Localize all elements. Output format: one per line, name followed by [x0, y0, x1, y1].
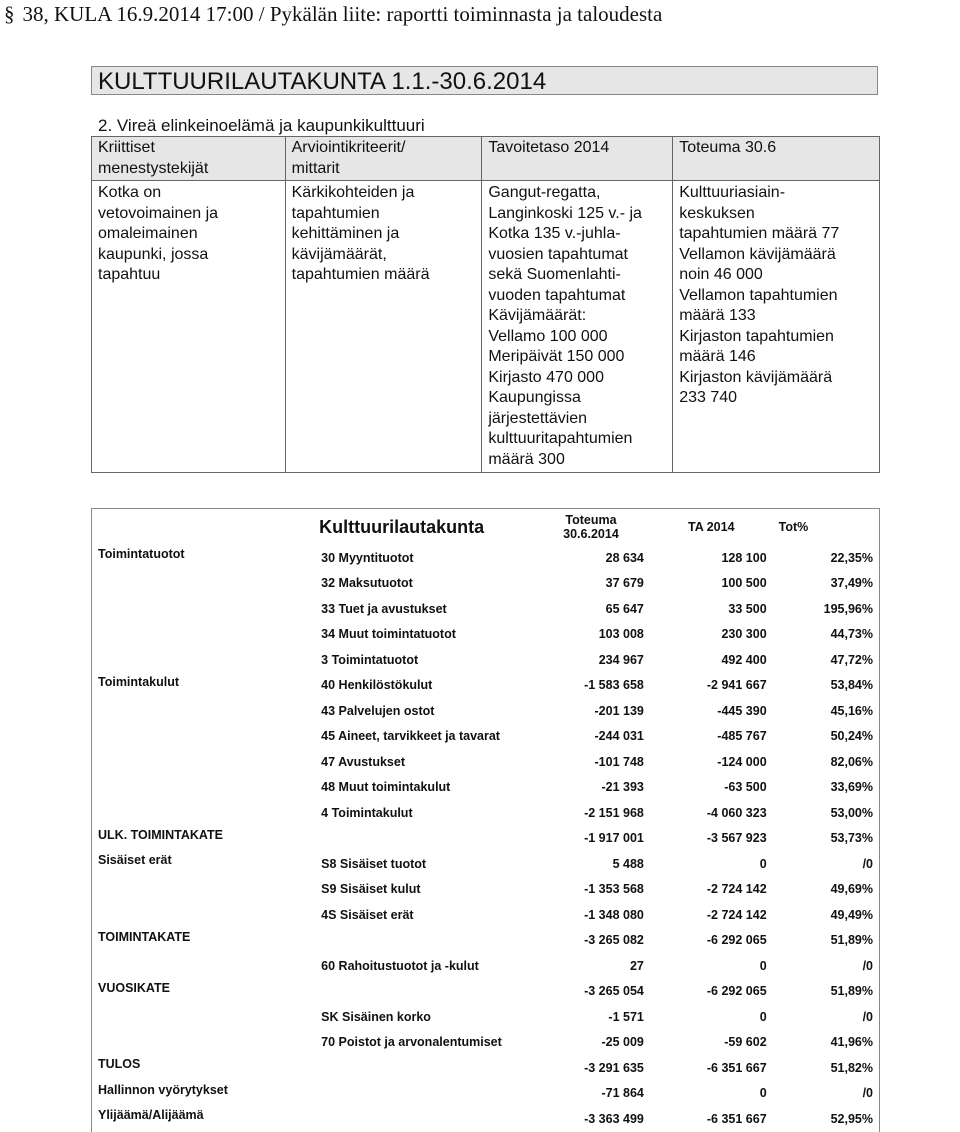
criteria-cell-metrics: [285, 181, 482, 473]
cell-line: Kotka on: [98, 184, 162, 201]
finance-toteuma: -1 348 080: [584, 907, 644, 922]
finance-toteuma: 103 008: [598, 627, 644, 642]
finance-category: VUOSIKATE: [98, 980, 170, 995]
section-mark: §: [4, 2, 15, 26]
finance-tot-pct: 195,96%: [823, 601, 873, 616]
finance-ta: -6 292 065: [706, 984, 767, 999]
finance-ta: 0: [759, 1086, 767, 1101]
finance-category: ULK. TOIMINTAKATE: [98, 827, 223, 842]
finance-toteuma: -3 265 054: [584, 984, 644, 999]
cell-line: vuosien tapahtumat: [488, 245, 628, 263]
finance-tot-pct: 44,73%: [830, 627, 873, 642]
finance-tot-pct: 51,89%: [830, 933, 873, 948]
cell-line: keskuksen: [679, 204, 755, 222]
finance-ta: 100 500: [721, 576, 767, 591]
finance-item: 33 Tuet ja avustukset: [321, 601, 447, 616]
cell-line: järjestettävien: [488, 409, 588, 427]
finance-ta: -6 351 667: [706, 1111, 767, 1126]
criteria-header-cell: [285, 137, 482, 181]
finance-ta: -124 000: [717, 754, 767, 769]
cell-line: Kulttuuriasiain-: [679, 184, 786, 201]
finance-category: [92, 953, 314, 979]
finance-category: [92, 698, 314, 724]
finance-toteuma: 27: [629, 958, 644, 973]
finance-item: 32 Maksutuotot: [321, 576, 413, 591]
finance-row: [92, 622, 880, 648]
finance-ta: -2 941 667: [706, 678, 767, 693]
finance-item: [313, 1055, 532, 1081]
header-line: Toteuma 30.6: [679, 139, 777, 156]
cell-line: tapahtumien: [291, 204, 380, 222]
finance-tot-pct: 47,72%: [830, 652, 873, 667]
finance-toteuma: 234 967: [598, 652, 644, 667]
finance-row: [92, 800, 880, 826]
finance-header-spacer: [92, 509, 314, 546]
finance-toteuma: 28 634: [605, 550, 644, 565]
cell-line: Kärkikohteiden ja: [291, 184, 415, 201]
finance-row: [92, 1081, 880, 1107]
criteria-header-cell: [673, 137, 880, 181]
criteria-cell-success-factors: [92, 181, 286, 473]
finance-item: 4S Sisäiset erät: [321, 907, 414, 922]
finance-item: 4 Toimintakulut: [321, 805, 413, 820]
finance-ta: -6 351 667: [706, 1060, 767, 1075]
finance-ta: -3 567 923: [706, 831, 767, 846]
cell-line: määrä 300: [488, 450, 565, 468]
header-line: Kriittiset: [98, 139, 155, 156]
finance-category: Sisäiset erät: [98, 853, 172, 867]
finance-ta: 492 400: [721, 652, 767, 667]
finance-tot-pct: 53,84%: [830, 678, 873, 693]
cell-line: kaupunki, jossa: [98, 245, 209, 263]
col-header-toteuma-line1: Toteuma: [565, 513, 617, 527]
finance-tot-pct: 82,06%: [830, 754, 873, 769]
finance-ta: -2 724 142: [706, 907, 767, 922]
criteria-body-row: [92, 181, 880, 473]
finance-ta: -4 060 323: [706, 805, 767, 820]
finance-row: [92, 1030, 880, 1056]
finance-item: [313, 979, 532, 1005]
criteria-cell-actual: [673, 181, 880, 473]
finance-ta: -2 724 142: [706, 882, 767, 897]
criteria-cell-target: [482, 181, 673, 473]
finance-item: 34 Muut toimintatuotot: [321, 627, 456, 642]
finance-row: [92, 979, 880, 1005]
finance-item: [313, 1081, 532, 1107]
cell-line: Kotka 135 v.-juhla-: [488, 225, 621, 242]
finance-tot-pct: 41,96%: [830, 1035, 873, 1050]
finance-ta: -485 767: [717, 729, 767, 744]
finance-toteuma: 37 679: [605, 576, 644, 591]
finance-row: [92, 953, 880, 979]
finance-row: [92, 1106, 880, 1132]
finance-row: [92, 724, 880, 750]
finance-ta: -63 500: [724, 780, 767, 795]
finance-ta: 230 300: [721, 627, 767, 642]
finance-tot-pct: 37,49%: [830, 576, 873, 591]
finance-toteuma: -201 139: [594, 703, 644, 718]
finance-item: 40 Henkilöstökulut: [321, 678, 433, 693]
finance-item: 70 Poistot ja arvonalentumiset: [321, 1035, 502, 1050]
finance-item: [313, 826, 532, 852]
finance-ta: 0: [759, 958, 767, 973]
cell-line: kävijämäärät,: [291, 245, 387, 263]
finance-category: [92, 724, 314, 750]
finance-toteuma: -3 363 499: [584, 1111, 644, 1126]
finance-category: Hallinnon vyörytykset: [98, 1082, 228, 1097]
finance-tot-pct: 51,89%: [830, 984, 873, 999]
finance-row: [92, 673, 880, 699]
finance-row: [92, 698, 880, 724]
finance-tot-pct: 22,35%: [830, 550, 873, 565]
finance-ta: 33 500: [728, 601, 767, 616]
board-title: KULTTUURILAUTAKUNTA 1.1.-30.6.2014: [98, 68, 547, 95]
finance-category: [92, 749, 314, 775]
finance-title: Kulttuurilautakunta: [319, 516, 485, 537]
cell-line: Kaupungissa: [488, 389, 581, 406]
cell-line: tapahtuu: [98, 266, 161, 283]
finance-tot-pct: 45,16%: [830, 703, 873, 718]
finance-row: [92, 851, 880, 877]
cell-line: tapahtumien määrä: [291, 266, 430, 283]
cell-line: 233 740: [679, 389, 738, 406]
cell-line: Kirjasto 470 000: [488, 368, 604, 386]
finance-category: [92, 902, 314, 928]
cell-line: Kävijämäärät:: [488, 307, 587, 324]
criteria-table: [91, 136, 880, 473]
finance-item: 43 Palvelujen ostot: [321, 703, 435, 718]
finance-row: [92, 1055, 880, 1081]
finance-row: [92, 749, 880, 775]
finance-toteuma: 65 647: [605, 601, 644, 616]
board-title-box: [91, 66, 878, 95]
finance-toteuma: -1 571: [608, 1009, 644, 1024]
finance-category: [92, 800, 314, 826]
page-header: [4, 2, 662, 27]
finance-row: [92, 596, 880, 622]
finance-category: Ylijäämä/Alijäämä: [98, 1108, 204, 1122]
finance-toteuma: -101 748: [594, 754, 644, 769]
finance-toteuma: -3 291 635: [584, 1060, 644, 1075]
finance-category: [92, 596, 314, 622]
goal-title: 2. Vireä elinkeinoelämä ja kaupunkikulttuuri: [98, 116, 425, 135]
finance-category: [92, 1030, 314, 1056]
header-line: menestystekijät: [98, 159, 209, 177]
finance-tot-pct: 53,00%: [830, 805, 873, 820]
finance-row: [92, 902, 880, 928]
criteria-header-cell: [92, 137, 286, 181]
cell-line: omaleimainen: [98, 225, 198, 242]
cell-line: Kirjaston kävijämäärä: [679, 368, 833, 386]
finance-category: [92, 647, 314, 673]
finance-tot-pct: 50,24%: [830, 729, 873, 744]
finance-tot-pct: 33,69%: [830, 780, 873, 795]
cell-line: määrä 146: [679, 348, 756, 365]
finance-row: [92, 1004, 880, 1030]
finance-tot-pct: /0: [862, 1086, 873, 1101]
finance-toteuma: -3 265 082: [584, 933, 644, 948]
finance-item: 60 Rahoitustuotot ja -kulut: [321, 958, 479, 973]
finance-row: [92, 877, 880, 903]
finance-ta: -59 602: [724, 1035, 767, 1050]
finance-category: TOIMINTAKATE: [98, 929, 191, 944]
cell-line: määrä 133: [679, 307, 756, 324]
finance-ta: -445 390: [717, 703, 767, 718]
finance-item: 30 Myyntituotot: [321, 550, 414, 565]
finance-ta: 0: [759, 856, 767, 871]
finance-category: Toimintakulut: [98, 674, 180, 689]
finance-row: [92, 545, 880, 571]
cell-line: Vellamon kävijämäärä: [679, 245, 836, 263]
finance-category: [92, 1004, 314, 1030]
finance-toteuma: -1 917 001: [584, 831, 644, 846]
finance-category: [92, 775, 314, 801]
criteria-header-row: [92, 137, 880, 181]
finance-tot-pct: 49,69%: [830, 882, 873, 897]
finance-toteuma: -71 864: [601, 1086, 644, 1101]
cell-line: kehittäminen ja: [291, 225, 400, 242]
finance-row: [92, 928, 880, 954]
col-header-toteuma: [532, 509, 650, 546]
finance-tot-pct: 53,73%: [830, 831, 873, 846]
header-line: Arviointikriteerit/: [291, 139, 406, 156]
finance-category: [92, 622, 314, 648]
finance-toteuma: -2 151 968: [584, 805, 644, 820]
finance-item: S9 Sisäiset kulut: [321, 882, 421, 897]
finance-tot-pct: 51,82%: [830, 1060, 873, 1075]
finance-title-cell: [313, 509, 532, 546]
finance-ta: 0: [759, 1009, 767, 1024]
cell-line: sekä Suomenlahti-: [488, 266, 621, 283]
finance-row: [92, 826, 880, 852]
finance-tot-pct: 52,95%: [830, 1111, 873, 1126]
header-line: mittarit: [291, 159, 340, 177]
finance-item: SK Sisäinen korko: [321, 1009, 431, 1024]
finance-item: 48 Muut toimintakulut: [321, 780, 451, 795]
cell-line: Vellamon tapahtumien: [679, 286, 838, 304]
finance-item: 47 Avustukset: [321, 754, 406, 769]
cell-line: Langinkoski 125 v.- ja: [488, 204, 642, 222]
cell-line: Kirjaston tapahtumien: [679, 327, 834, 345]
finance-item: 45 Aineet, tarvikkeet ja tavarat: [321, 729, 500, 744]
cell-line: tapahtumien määrä 77: [679, 225, 840, 242]
finance-toteuma: -1 583 658: [584, 678, 644, 693]
finance-category: Toimintatuotot: [98, 547, 185, 561]
finance-category: [92, 571, 314, 597]
header-line: Tavoitetaso 2014: [488, 139, 610, 156]
finance-toteuma: 5 488: [612, 856, 644, 871]
cell-line: kulttuuritapahtumien: [488, 430, 633, 447]
finance-item: 3 Toimintatuotot: [321, 652, 419, 667]
finance-table: [91, 508, 880, 1132]
finance-category: [92, 877, 314, 903]
finance-header-row: [92, 509, 880, 546]
finance-ta: 128 100: [721, 550, 767, 565]
finance-tot-pct: 49,49%: [830, 907, 873, 922]
cell-line: noin 46 000: [679, 266, 763, 283]
cell-line: vuoden tapahtumat: [488, 286, 626, 304]
finance-tot-pct: /0: [862, 1009, 873, 1024]
finance-ta: -6 292 065: [706, 933, 767, 948]
finance-toteuma: -25 009: [601, 1035, 644, 1050]
col-header-toteuma-line2: 30.6.2014: [563, 527, 619, 541]
finance-row: [92, 775, 880, 801]
finance-toteuma: -1 353 568: [584, 882, 644, 897]
cell-line: Vellamo 100 000: [488, 327, 608, 345]
finance-item: [313, 1106, 532, 1132]
col-header-ta: TA 2014: [687, 520, 735, 534]
finance-toteuma: -21 393: [601, 780, 644, 795]
finance-item: [313, 928, 532, 954]
finance-row: [92, 571, 880, 597]
finance-toteuma: -244 031: [594, 729, 644, 744]
cell-line: Meripäivät 150 000: [488, 348, 625, 365]
criteria-header-cell: [482, 137, 673, 181]
col-header-tot: Tot%: [778, 520, 809, 534]
cell-line: vetovoimainen ja: [98, 204, 219, 222]
header-text: 38, KULA 16.9.2014 17:00 / Pykälän liite: raportti toiminnasta ja taloudesta: [22, 2, 663, 26]
finance-tot-pct: /0: [862, 856, 873, 871]
finance-tot-pct: /0: [862, 958, 873, 973]
cell-line: Gangut-regatta,: [488, 184, 601, 201]
finance-row: [92, 647, 880, 673]
finance-category: TULOS: [98, 1057, 141, 1071]
finance-item: S8 Sisäiset tuotot: [321, 856, 427, 871]
